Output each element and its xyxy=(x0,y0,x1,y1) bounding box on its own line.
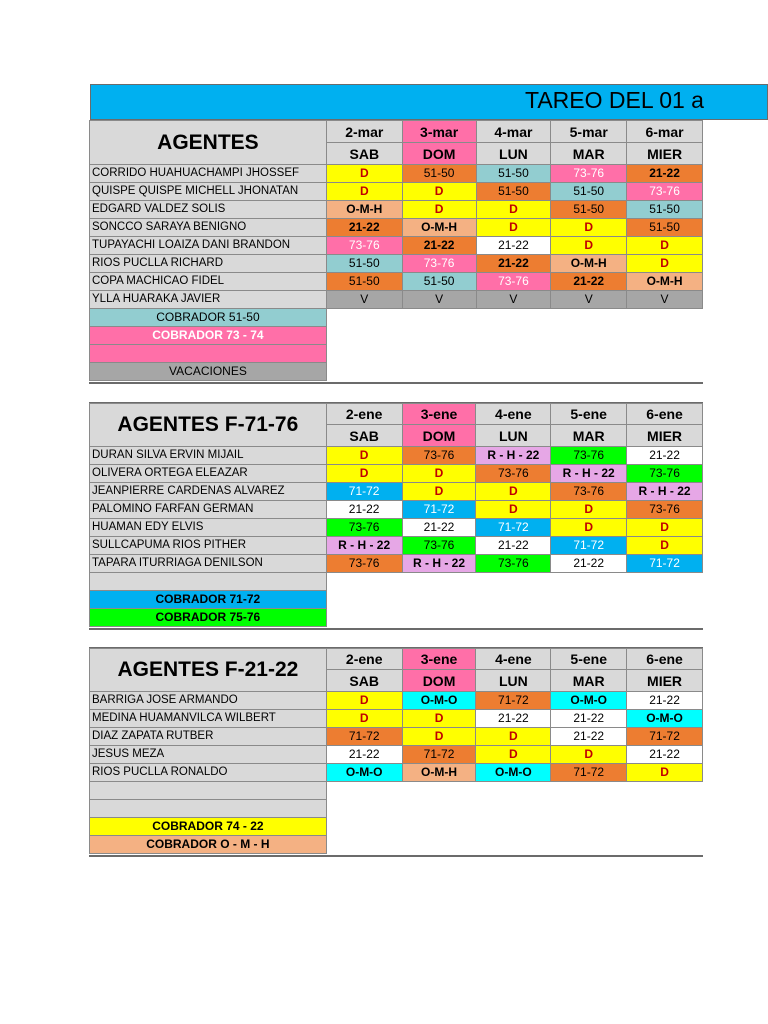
shift-cell: D xyxy=(551,237,627,255)
shift-cell: V xyxy=(326,291,402,309)
shift-cell: 21-22 xyxy=(402,519,476,537)
shift-cell: D xyxy=(326,447,402,465)
date-header: 3-mar xyxy=(402,121,476,143)
shift-cell: 71-72 xyxy=(551,764,627,782)
table-row xyxy=(90,728,703,746)
agent-name: JEANPIERRE CARDENAS ALVAREZ xyxy=(90,483,327,501)
shift-cell: D xyxy=(476,219,551,237)
table-row xyxy=(90,183,703,201)
table-row xyxy=(90,273,703,291)
schedule-table-1 xyxy=(89,120,703,381)
shift-cell: D xyxy=(326,710,402,728)
legend-row xyxy=(90,345,703,363)
shift-cell: 21-22 xyxy=(326,501,402,519)
shift-cell: 71-72 xyxy=(402,501,476,519)
shift-cell: D xyxy=(627,237,703,255)
legend-label: COBRADOR 73 - 74 xyxy=(90,327,327,345)
shift-cell: O-M-O xyxy=(476,764,551,782)
legend-row xyxy=(90,363,703,381)
shift-cell: 71-72 xyxy=(476,692,551,710)
legend-label: COBRADOR 75-76 xyxy=(90,609,327,627)
shift-cell: V xyxy=(551,291,627,309)
shift-cell: D xyxy=(402,710,476,728)
shift-cell: 73-76 xyxy=(402,447,476,465)
day-header: SAB xyxy=(326,425,402,447)
legend-row xyxy=(90,836,703,854)
shift-cell: V xyxy=(476,291,551,309)
shift-cell: D xyxy=(402,183,476,201)
legend-row xyxy=(90,573,703,591)
shift-cell: 51-50 xyxy=(627,201,703,219)
agent-name: MEDINA HUAMANVILCA WILBERT xyxy=(90,710,327,728)
shift-cell: 73-76 xyxy=(402,255,476,273)
table-row xyxy=(90,165,703,183)
shift-cell: 51-50 xyxy=(326,273,402,291)
shift-cell: 21-22 xyxy=(402,237,476,255)
legend-label: COBRADOR 74 - 22 xyxy=(90,818,327,836)
day-header: DOM xyxy=(402,670,476,692)
day-header: MAR xyxy=(551,670,627,692)
date-header: 5-mar xyxy=(551,121,627,143)
shift-cell: D xyxy=(402,728,476,746)
shift-cell: O-M-H xyxy=(402,764,476,782)
date-header: 3-ene xyxy=(402,404,476,425)
agent-name: COPA MACHICAO FIDEL xyxy=(90,273,327,291)
shift-cell: O-M-H xyxy=(326,201,402,219)
shift-cell: 21-22 xyxy=(476,237,551,255)
agent-name: DURAN SILVA ERVIN MIJAIL xyxy=(90,447,327,465)
page-title: TAREO DEL 01 a xyxy=(525,87,704,113)
legend-label xyxy=(90,782,327,800)
agent-name: SULLCAPUMA RIOS PITHER xyxy=(90,537,327,555)
table-row xyxy=(90,465,703,483)
shift-cell: D xyxy=(627,764,703,782)
shift-cell: O-M-O xyxy=(402,692,476,710)
shift-cell: O-M-O xyxy=(326,764,402,782)
legend-row xyxy=(90,818,703,836)
shift-cell: 71-72 xyxy=(551,537,627,555)
shift-cell: 51-50 xyxy=(476,165,551,183)
shift-cell: 73-76 xyxy=(402,537,476,555)
shift-cell: 73-76 xyxy=(326,519,402,537)
shift-cell: 51-50 xyxy=(326,255,402,273)
legend-label: VACACIONES xyxy=(90,363,327,381)
shift-cell: D xyxy=(402,201,476,219)
shift-cell: D xyxy=(402,465,476,483)
shift-cell: O-M-H xyxy=(402,219,476,237)
legend-label xyxy=(90,345,327,363)
table-row xyxy=(90,764,703,782)
date-header: 5-ene xyxy=(551,404,627,425)
table-row xyxy=(90,710,703,728)
day-header: MIER xyxy=(627,670,703,692)
shift-cell: 51-50 xyxy=(476,183,551,201)
shift-cell: 21-22 xyxy=(551,555,627,573)
shift-cell: O-M-H xyxy=(627,273,703,291)
table-row xyxy=(90,746,703,764)
shift-cell: 21-22 xyxy=(551,728,627,746)
shift-cell: 21-22 xyxy=(476,255,551,273)
agent-name: HUAMAN EDY ELVIS xyxy=(90,519,327,537)
date-header: 4-ene xyxy=(476,649,551,670)
date-header: 3-ene xyxy=(402,649,476,670)
shift-cell: D xyxy=(476,483,551,501)
legend-row xyxy=(90,800,703,818)
day-header: SAB xyxy=(326,143,402,165)
shift-cell: D xyxy=(627,255,703,273)
agent-name: QUISPE QUISPE MICHELL JHONATAN xyxy=(90,183,327,201)
shift-cell: D xyxy=(627,537,703,555)
date-header: 2-mar xyxy=(326,121,402,143)
date-header: 6-mar xyxy=(627,121,703,143)
shift-cell: 71-72 xyxy=(627,555,703,573)
day-header: LUN xyxy=(476,425,551,447)
agent-name: SONCCO SARAYA BENIGNO xyxy=(90,219,327,237)
table-row xyxy=(90,447,703,465)
shift-cell: D xyxy=(476,501,551,519)
shift-cell: O-M-H xyxy=(551,255,627,273)
agent-name: BARRIGA JOSE ARMANDO xyxy=(90,692,327,710)
shift-cell: 51-50 xyxy=(551,201,627,219)
shift-cell: 73-76 xyxy=(326,555,402,573)
day-header: MAR xyxy=(551,425,627,447)
day-header: MIER xyxy=(627,143,703,165)
shift-cell: 71-72 xyxy=(627,728,703,746)
shift-cell: 73-76 xyxy=(476,273,551,291)
shift-cell: R - H - 22 xyxy=(551,465,627,483)
schedule-table-3 xyxy=(89,648,703,854)
shift-cell: 71-72 xyxy=(402,746,476,764)
legend-row xyxy=(90,327,703,345)
agent-name: YLLA HUARAKA JAVIER xyxy=(90,291,327,309)
day-header: DOM xyxy=(402,425,476,447)
shift-cell: D xyxy=(326,165,402,183)
shift-cell: D xyxy=(402,483,476,501)
date-header: 6-ene xyxy=(627,404,703,425)
day-header: LUN xyxy=(476,143,551,165)
shift-cell: 73-76 xyxy=(326,237,402,255)
agents-header: AGENTES xyxy=(90,121,327,165)
date-header: 2-ene xyxy=(326,404,402,425)
legend-row xyxy=(90,782,703,800)
shift-cell: O-M-O xyxy=(551,692,627,710)
shift-cell: 71-72 xyxy=(326,728,402,746)
shift-cell: 73-76 xyxy=(476,555,551,573)
shift-cell: 73-76 xyxy=(627,183,703,201)
section-divider xyxy=(89,382,703,384)
shift-cell: 21-22 xyxy=(476,710,551,728)
title-bar xyxy=(90,84,768,120)
agent-name: RIOS PUCLLA RICHARD xyxy=(90,255,327,273)
table-row xyxy=(90,692,703,710)
shift-cell: D xyxy=(476,201,551,219)
agent-name: DIAZ ZAPATA RUTBER xyxy=(90,728,327,746)
shift-cell: 21-22 xyxy=(326,219,402,237)
day-header: DOM xyxy=(402,143,476,165)
shift-cell: 21-22 xyxy=(551,273,627,291)
agent-name: CORRIDO HUAHUACHAMPI JHOSSEF xyxy=(90,165,327,183)
day-header: MAR xyxy=(551,143,627,165)
legend-label: COBRADOR 51-50 xyxy=(90,309,327,327)
agent-name: OLIVERA ORTEGA ELEAZAR xyxy=(90,465,327,483)
legend-row xyxy=(90,609,703,627)
agent-name: TAPARA ITURRIAGA DENILSON xyxy=(90,555,327,573)
shift-cell: V xyxy=(402,291,476,309)
table-row xyxy=(90,483,703,501)
shift-cell: 21-22 xyxy=(627,447,703,465)
table-row xyxy=(90,201,703,219)
shift-cell: 73-76 xyxy=(627,465,703,483)
shift-cell: 21-22 xyxy=(627,692,703,710)
agent-name: TUPAYACHI LOAIZA DANI BRANDON xyxy=(90,237,327,255)
section-divider xyxy=(89,855,703,857)
legend-label xyxy=(90,800,327,818)
shift-cell: D xyxy=(476,728,551,746)
date-header: 4-ene xyxy=(476,404,551,425)
shift-cell: 73-76 xyxy=(627,501,703,519)
shift-cell: D xyxy=(627,519,703,537)
table-row xyxy=(90,219,703,237)
table-row xyxy=(90,537,703,555)
shift-cell: O-M-O xyxy=(627,710,703,728)
shift-cell: 21-22 xyxy=(551,710,627,728)
table-row xyxy=(90,555,703,573)
date-header: 4-mar xyxy=(476,121,551,143)
shift-cell: D xyxy=(551,519,627,537)
shift-cell: R - H - 22 xyxy=(476,447,551,465)
shift-cell: D xyxy=(551,501,627,519)
shift-cell: 73-76 xyxy=(551,447,627,465)
table-row xyxy=(90,501,703,519)
schedule-table-2 xyxy=(89,403,703,627)
shift-cell: 21-22 xyxy=(326,746,402,764)
shift-cell: 73-76 xyxy=(551,483,627,501)
table-row xyxy=(90,255,703,273)
date-header: 6-ene xyxy=(627,649,703,670)
agent-name: JESUS MEZA xyxy=(90,746,327,764)
shift-cell: 73-76 xyxy=(476,465,551,483)
table-row xyxy=(90,237,703,255)
shift-cell: 51-50 xyxy=(402,165,476,183)
shift-cell: D xyxy=(551,219,627,237)
table-row xyxy=(90,519,703,537)
agents-header: AGENTES F-21-22 xyxy=(90,649,327,692)
shift-cell: 71-72 xyxy=(476,519,551,537)
shift-cell: 51-50 xyxy=(551,183,627,201)
shift-cell: 21-22 xyxy=(476,537,551,555)
shift-cell: D xyxy=(476,746,551,764)
day-header: LUN xyxy=(476,670,551,692)
shift-cell: 71-72 xyxy=(326,483,402,501)
agents-header: AGENTES F-71-76 xyxy=(90,404,327,447)
shift-cell: R - H - 22 xyxy=(326,537,402,555)
legend-label: COBRADOR O - M - H xyxy=(90,836,327,854)
shift-cell: D xyxy=(326,692,402,710)
shift-cell: V xyxy=(627,291,703,309)
legend-row xyxy=(90,309,703,327)
shift-cell: 21-22 xyxy=(627,165,703,183)
shift-cell: 73-76 xyxy=(551,165,627,183)
agent-name: PALOMINO FARFAN GERMAN xyxy=(90,501,327,519)
date-header: 2-ene xyxy=(326,649,402,670)
shift-cell: 21-22 xyxy=(627,746,703,764)
date-header: 5-ene xyxy=(551,649,627,670)
shift-cell: R - H - 22 xyxy=(402,555,476,573)
shift-cell: 51-50 xyxy=(402,273,476,291)
section-divider xyxy=(89,628,703,630)
legend-label: COBRADOR 71-72 xyxy=(90,591,327,609)
shift-cell: D xyxy=(326,183,402,201)
legend-label xyxy=(90,573,327,591)
day-header: SAB xyxy=(326,670,402,692)
shift-cell: 51-50 xyxy=(627,219,703,237)
agent-name: RIOS PUCLLA RONALDO xyxy=(90,764,327,782)
agent-name: EDGARD VALDEZ SOLIS xyxy=(90,201,327,219)
table-row xyxy=(90,291,703,309)
shift-cell: D xyxy=(551,746,627,764)
legend-row xyxy=(90,591,703,609)
shift-cell: D xyxy=(326,465,402,483)
day-header: MIER xyxy=(627,425,703,447)
shift-cell: R - H - 22 xyxy=(627,483,703,501)
